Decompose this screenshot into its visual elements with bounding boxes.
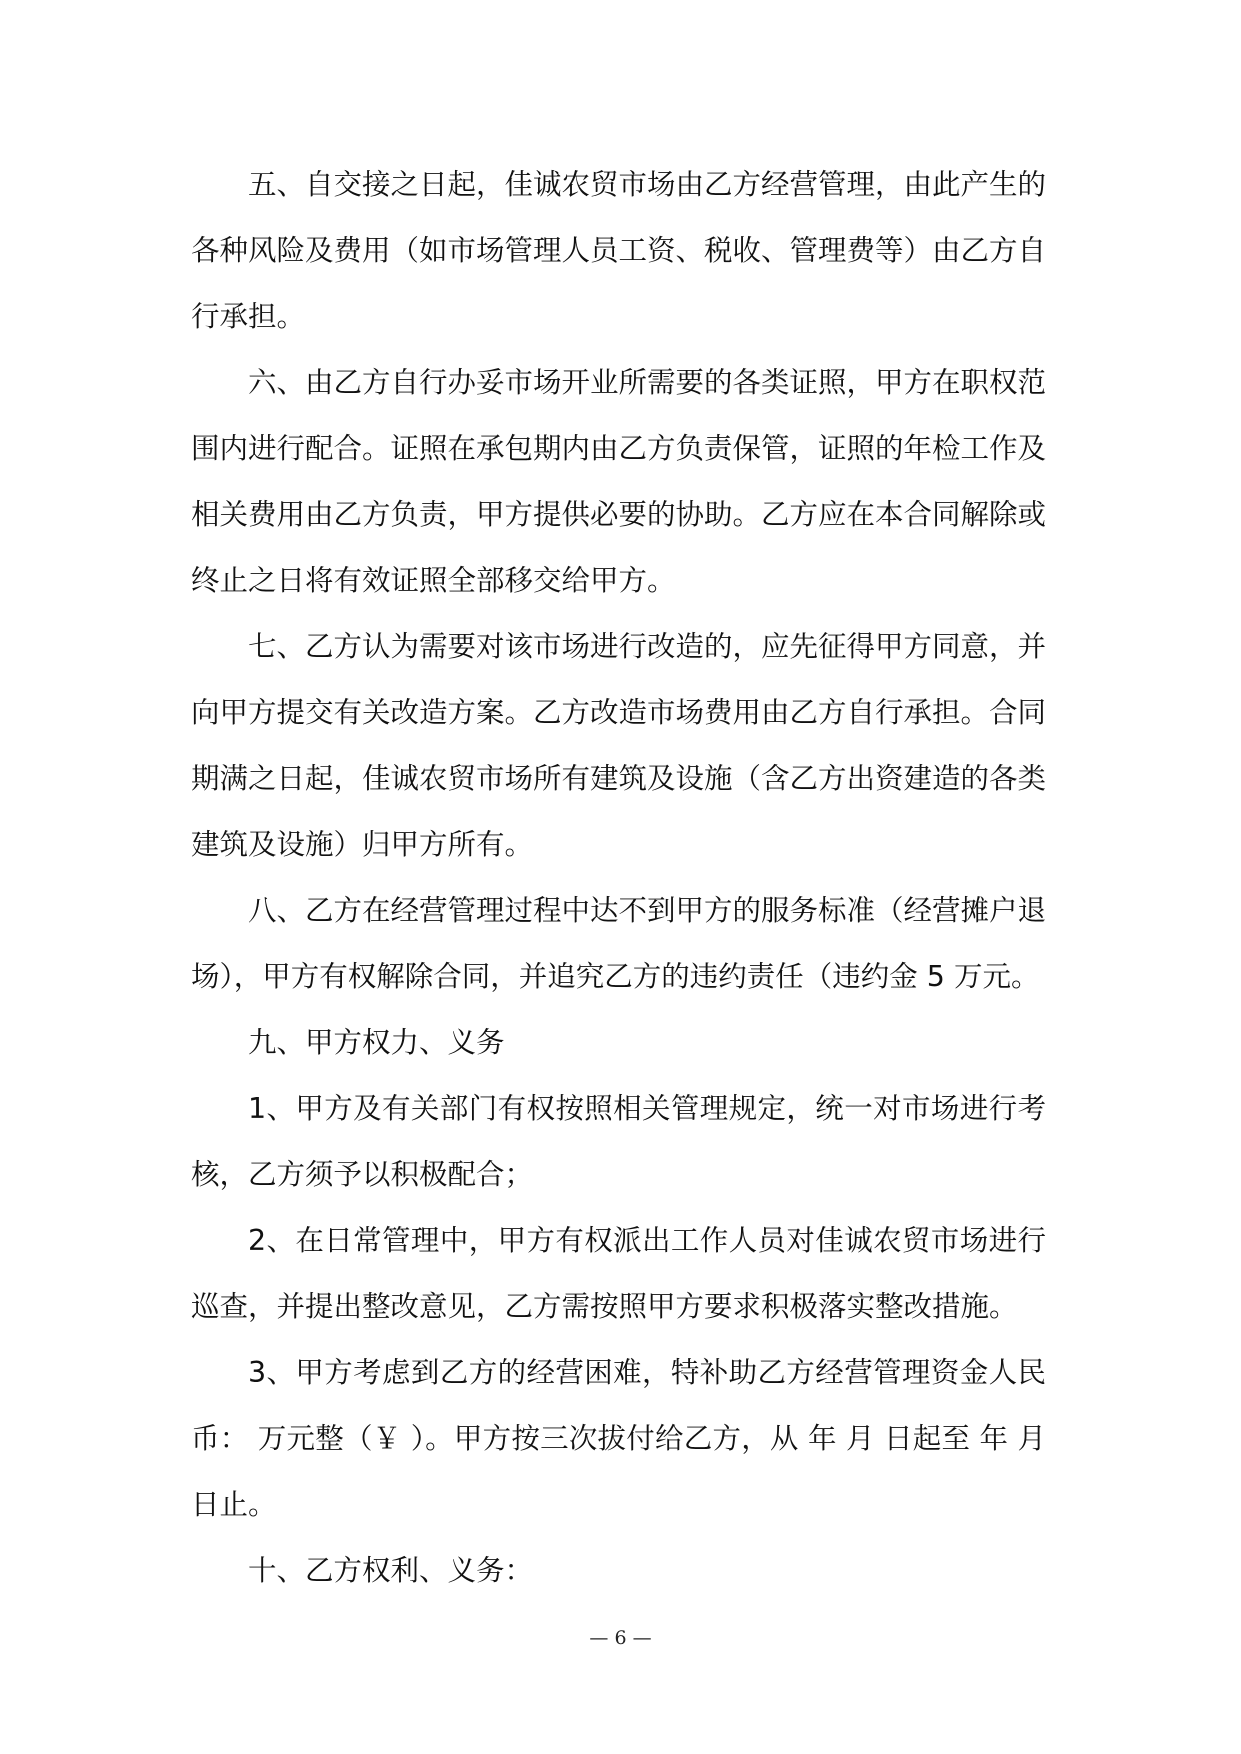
clause-9-item-1: 1、甲方及有关部门有权按照相关管理规定，统一对市场进行考核，乙方须予以积极配合； xyxy=(191,1092,1046,1191)
clause-9-item-2: 2、在日常管理中，甲方有权派出工作人员对佳诚农贸市场进行巡查，并提出整改意见，乙方需按照甲方要求积极落实整改措施。 xyxy=(191,1224,1046,1323)
clause-9-item-3: 3、甲方考虑到乙方的经营困难，特补助乙方经营管理资金人民币： 万元整（￥ ）。甲方按三次拔付给乙方，从 年 月 日起至 年 月 日止。 xyxy=(191,1356,1046,1521)
clause-6-paragraph: 六、由乙方自行办妥市场开业所需要的各类证照，甲方在职权范围内进行配合。证照在承包期内由乙方负责保管，证照的年检工作及相关费用由乙方负责，甲方提供必要的协助。乙方应在本合同解除或终止之日将有效证照全部移交给甲方。 xyxy=(191,366,1047,597)
page-number: — 6 — xyxy=(589,1627,652,1649)
clause-5-paragraph: 五、自交接之日起，佳诚农贸市场由乙方经营管理，由此产生的各种风险及费用（如市场管理人员工资、税收、管理费等）由乙方自行承担。 xyxy=(191,168,1047,333)
clause-8-paragraph: 八、乙方在经营管理过程中达不到甲方的服务标准（经营摊户退场），甲方有权解除合同，并追究乙方的违约责任（违约金 5 万元。 xyxy=(191,894,1047,993)
clause-9-heading: 九、甲方权力、义务 xyxy=(248,1026,505,1059)
clause-10-heading: 十、乙方权利、义务： xyxy=(248,1554,534,1587)
document-body xyxy=(191,152,1046,1604)
clause-7-paragraph: 七、乙方认为需要对该市场进行改造的，应先征得甲方同意，并向甲方提交有关改造方案。乙方改造市场费用由乙方自行承担。合同期满之日起，佳诚农贸市场所有建筑及设施（含乙方出资建造的各类建筑及设施）归甲方所有。 xyxy=(191,630,1047,861)
